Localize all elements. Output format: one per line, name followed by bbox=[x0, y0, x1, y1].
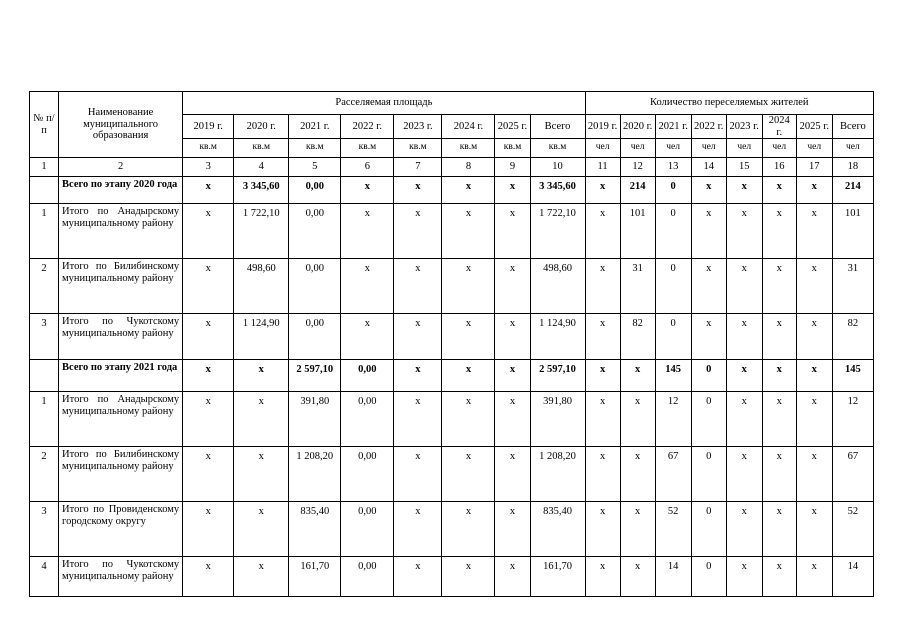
area-value-cell: х bbox=[394, 392, 442, 447]
area-value-cell: х bbox=[234, 360, 289, 392]
people-value-cell: 0 bbox=[655, 259, 691, 314]
header-people-year: Всего bbox=[832, 115, 873, 139]
resettlement-table bbox=[29, 91, 874, 597]
people-value-cell: х bbox=[726, 502, 762, 557]
table-row bbox=[30, 392, 874, 447]
people-value-cell: х bbox=[762, 259, 796, 314]
people-value-cell: 145 bbox=[655, 360, 691, 392]
stage-total-row bbox=[30, 360, 874, 392]
people-value-cell: х bbox=[796, 259, 832, 314]
area-value-cell: х bbox=[341, 259, 394, 314]
area-value-cell: х bbox=[183, 447, 234, 502]
area-value-cell: х bbox=[394, 557, 442, 597]
people-value-cell: х bbox=[796, 447, 832, 502]
column-number: 15 bbox=[726, 158, 762, 177]
area-value-cell: 0,00 bbox=[341, 502, 394, 557]
header-people-unit: чел bbox=[691, 139, 726, 158]
area-value-cell: х bbox=[394, 360, 442, 392]
header-area-unit: кв.м bbox=[394, 139, 442, 158]
people-value-cell: х bbox=[585, 259, 620, 314]
column-number: 16 bbox=[762, 158, 796, 177]
people-value-cell: х bbox=[585, 314, 620, 360]
people-value-cell: 67 bbox=[832, 447, 873, 502]
area-value-cell: 1 722,10 bbox=[234, 204, 289, 259]
column-number: 8 bbox=[442, 158, 495, 177]
area-value-cell: х bbox=[394, 204, 442, 259]
people-value-cell: х bbox=[762, 204, 796, 259]
area-value-cell: х bbox=[183, 204, 234, 259]
people-value-cell: 52 bbox=[655, 502, 691, 557]
header-area-year: 2025 г. bbox=[495, 115, 530, 139]
municipality-name: Всего по этапу 2021 года bbox=[59, 360, 183, 392]
area-value-cell: х bbox=[495, 177, 530, 204]
area-value-cell: х bbox=[183, 392, 234, 447]
header-area-year: 2021 г. bbox=[289, 115, 341, 139]
area-value-cell: х bbox=[234, 502, 289, 557]
column-number: 12 bbox=[620, 158, 655, 177]
header-area-unit: кв.м bbox=[530, 139, 585, 158]
people-value-cell: х bbox=[691, 204, 726, 259]
header-people-unit: чел bbox=[620, 139, 655, 158]
table-row bbox=[30, 314, 874, 360]
area-value-cell: х bbox=[394, 314, 442, 360]
area-value-cell: х bbox=[442, 259, 495, 314]
area-value-cell: 1 208,20 bbox=[530, 447, 585, 502]
people-value-cell: х bbox=[620, 360, 655, 392]
people-value-cell: х bbox=[691, 177, 726, 204]
people-value-cell: х bbox=[762, 557, 796, 597]
header-num: № п/п bbox=[30, 92, 59, 158]
people-value-cell: х bbox=[796, 204, 832, 259]
people-value-cell: х bbox=[691, 259, 726, 314]
header-people-year: 2024 г. bbox=[762, 115, 796, 139]
people-value-cell: х bbox=[762, 502, 796, 557]
header-people-year: 2023 г. bbox=[726, 115, 762, 139]
people-value-cell: х bbox=[585, 447, 620, 502]
row-number bbox=[30, 177, 59, 204]
people-value-cell: х bbox=[691, 314, 726, 360]
area-value-cell: х bbox=[442, 314, 495, 360]
table-row bbox=[30, 502, 874, 557]
people-value-cell: 0 bbox=[655, 204, 691, 259]
people-value-cell: х bbox=[762, 360, 796, 392]
people-value-cell: х bbox=[726, 259, 762, 314]
area-value-cell: х bbox=[394, 259, 442, 314]
header-area-unit: кв.м bbox=[183, 139, 234, 158]
header-people-unit: чел bbox=[762, 139, 796, 158]
area-value-cell: х bbox=[442, 502, 495, 557]
people-value-cell: х bbox=[726, 177, 762, 204]
area-value-cell: 391,80 bbox=[289, 392, 341, 447]
people-value-cell: х bbox=[726, 447, 762, 502]
area-value-cell: 0,00 bbox=[289, 259, 341, 314]
area-value-cell: 835,40 bbox=[289, 502, 341, 557]
people-value-cell: 52 bbox=[832, 502, 873, 557]
header-people-year: 2019 г. bbox=[585, 115, 620, 139]
people-value-cell: х bbox=[726, 557, 762, 597]
area-value-cell: 0,00 bbox=[341, 392, 394, 447]
people-value-cell: х bbox=[585, 557, 620, 597]
area-value-cell: х bbox=[442, 204, 495, 259]
people-value-cell: х bbox=[762, 177, 796, 204]
header-people-year: 2020 г. bbox=[620, 115, 655, 139]
column-number: 18 bbox=[832, 158, 873, 177]
people-value-cell: х bbox=[585, 392, 620, 447]
area-value-cell: 835,40 bbox=[530, 502, 585, 557]
municipality-name: Итого по Анадырскому муниципальному району bbox=[59, 392, 183, 447]
people-value-cell: 31 bbox=[620, 259, 655, 314]
header-people-unit: чел bbox=[796, 139, 832, 158]
column-number: 14 bbox=[691, 158, 726, 177]
people-value-cell: х bbox=[762, 447, 796, 502]
people-value-cell: 12 bbox=[655, 392, 691, 447]
people-value-cell: 0 bbox=[691, 502, 726, 557]
row-number: 3 bbox=[30, 502, 59, 557]
people-value-cell: 12 bbox=[832, 392, 873, 447]
people-value-cell: х bbox=[585, 204, 620, 259]
header-area-year: 2020 г. bbox=[234, 115, 289, 139]
municipality-name: Итого по Чукотскому муниципальному району bbox=[59, 557, 183, 597]
people-value-cell: 145 bbox=[832, 360, 873, 392]
table-row bbox=[30, 259, 874, 314]
area-value-cell: 2 597,10 bbox=[530, 360, 585, 392]
area-value-cell: х bbox=[495, 259, 530, 314]
document-page bbox=[29, 91, 874, 597]
header-area-unit: кв.м bbox=[341, 139, 394, 158]
row-number: 2 bbox=[30, 447, 59, 502]
header-name: Наименование муниципального образования bbox=[59, 92, 183, 158]
area-value-cell: 3 345,60 bbox=[530, 177, 585, 204]
area-value-cell: х bbox=[234, 557, 289, 597]
municipality-name: Итого по Билибинскому муниципальному району bbox=[59, 259, 183, 314]
header-area-unit: кв.м bbox=[442, 139, 495, 158]
area-value-cell: х bbox=[341, 177, 394, 204]
header-people-year: 2021 г. bbox=[655, 115, 691, 139]
people-value-cell: х bbox=[726, 314, 762, 360]
people-value-cell: х bbox=[620, 502, 655, 557]
area-value-cell: 0,00 bbox=[289, 204, 341, 259]
people-value-cell: х bbox=[585, 360, 620, 392]
area-value-cell: 1 124,90 bbox=[234, 314, 289, 360]
people-value-cell: х bbox=[726, 204, 762, 259]
people-value-cell: х bbox=[796, 360, 832, 392]
people-value-cell: 14 bbox=[655, 557, 691, 597]
header-people-year: 2022 г. bbox=[691, 115, 726, 139]
area-value-cell: х bbox=[495, 204, 530, 259]
area-value-cell: 391,80 bbox=[530, 392, 585, 447]
column-number: 5 bbox=[289, 158, 341, 177]
header-people-unit: чел bbox=[832, 139, 873, 158]
area-value-cell: 2 597,10 bbox=[289, 360, 341, 392]
header-people-group: Количество переселяемых жителей bbox=[585, 92, 873, 115]
area-value-cell: 0,00 bbox=[341, 557, 394, 597]
header-people-unit: чел bbox=[726, 139, 762, 158]
people-value-cell: 82 bbox=[832, 314, 873, 360]
area-value-cell: х bbox=[234, 447, 289, 502]
people-value-cell: 0 bbox=[691, 557, 726, 597]
people-value-cell: 0 bbox=[691, 447, 726, 502]
header-area-year: 2022 г. bbox=[341, 115, 394, 139]
header-area-group: Расселяемая площадь bbox=[183, 92, 585, 115]
header-area-year: 2024 г. bbox=[442, 115, 495, 139]
area-value-cell: х bbox=[442, 360, 495, 392]
area-value-cell: х bbox=[442, 557, 495, 597]
people-value-cell: 101 bbox=[620, 204, 655, 259]
row-number: 3 bbox=[30, 314, 59, 360]
area-value-cell: х bbox=[183, 259, 234, 314]
area-value-cell: х bbox=[183, 314, 234, 360]
area-value-cell: х bbox=[394, 447, 442, 502]
municipality-name: Всего по этапу 2020 года bbox=[59, 177, 183, 204]
table-row bbox=[30, 204, 874, 259]
area-value-cell: х bbox=[394, 502, 442, 557]
people-value-cell: х bbox=[620, 557, 655, 597]
people-value-cell: х bbox=[796, 177, 832, 204]
table-row bbox=[30, 447, 874, 502]
people-value-cell: х bbox=[585, 177, 620, 204]
municipality-name: Итого по Билибинскому муниципальному району bbox=[59, 447, 183, 502]
area-value-cell: 3 345,60 bbox=[234, 177, 289, 204]
column-number: 1 bbox=[30, 158, 59, 177]
area-value-cell: х bbox=[234, 392, 289, 447]
people-value-cell: х bbox=[762, 314, 796, 360]
column-number: 11 bbox=[585, 158, 620, 177]
area-value-cell: 0,00 bbox=[341, 447, 394, 502]
people-value-cell: 214 bbox=[620, 177, 655, 204]
people-value-cell: 214 bbox=[832, 177, 873, 204]
column-number: 6 bbox=[341, 158, 394, 177]
column-number: 4 bbox=[234, 158, 289, 177]
people-value-cell: х bbox=[620, 447, 655, 502]
people-value-cell: 101 bbox=[832, 204, 873, 259]
column-number: 10 bbox=[530, 158, 585, 177]
people-value-cell: х bbox=[796, 314, 832, 360]
area-value-cell: х bbox=[495, 392, 530, 447]
header-people-unit: чел bbox=[655, 139, 691, 158]
people-value-cell: 0 bbox=[691, 360, 726, 392]
area-value-cell: х bbox=[183, 502, 234, 557]
people-value-cell: х bbox=[620, 392, 655, 447]
header-people-year: 2025 г. bbox=[796, 115, 832, 139]
people-value-cell: х bbox=[796, 392, 832, 447]
row-number: 1 bbox=[30, 392, 59, 447]
people-value-cell: х bbox=[796, 502, 832, 557]
area-value-cell: х bbox=[183, 177, 234, 204]
area-value-cell: 0,00 bbox=[289, 314, 341, 360]
area-value-cell: х bbox=[495, 447, 530, 502]
municipality-name: Итого по Анадырскому муниципальному району bbox=[59, 204, 183, 259]
column-number: 7 bbox=[394, 158, 442, 177]
area-value-cell: 0,00 bbox=[289, 177, 341, 204]
stage-total-row bbox=[30, 177, 874, 204]
table-row bbox=[30, 557, 874, 597]
area-value-cell: х bbox=[442, 447, 495, 502]
column-number: 17 bbox=[796, 158, 832, 177]
header-area-year: 2019 г. bbox=[183, 115, 234, 139]
area-value-cell: 1 722,10 bbox=[530, 204, 585, 259]
area-value-cell: х bbox=[495, 360, 530, 392]
people-value-cell: 0 bbox=[691, 392, 726, 447]
people-value-cell: 82 bbox=[620, 314, 655, 360]
column-number: 2 bbox=[59, 158, 183, 177]
area-value-cell: х bbox=[394, 177, 442, 204]
area-value-cell: 498,60 bbox=[530, 259, 585, 314]
header-area-unit: кв.м bbox=[234, 139, 289, 158]
area-value-cell: х bbox=[495, 557, 530, 597]
area-value-cell: 1 124,90 bbox=[530, 314, 585, 360]
people-value-cell: х bbox=[585, 502, 620, 557]
header-area-unit: кв.м bbox=[495, 139, 530, 158]
area-value-cell: 161,70 bbox=[530, 557, 585, 597]
row-number: 1 bbox=[30, 204, 59, 259]
area-value-cell: х bbox=[183, 557, 234, 597]
people-value-cell: 0 bbox=[655, 177, 691, 204]
area-value-cell: х bbox=[183, 360, 234, 392]
people-value-cell: 31 bbox=[832, 259, 873, 314]
area-value-cell: х bbox=[442, 177, 495, 204]
row-number bbox=[30, 360, 59, 392]
column-number: 13 bbox=[655, 158, 691, 177]
people-value-cell: х bbox=[796, 557, 832, 597]
header-area-year: Всего bbox=[530, 115, 585, 139]
people-value-cell: 67 bbox=[655, 447, 691, 502]
area-value-cell: 0,00 bbox=[341, 360, 394, 392]
row-number: 2 bbox=[30, 259, 59, 314]
area-value-cell: 1 208,20 bbox=[289, 447, 341, 502]
area-value-cell: х bbox=[495, 314, 530, 360]
header-people-unit: чел bbox=[585, 139, 620, 158]
people-value-cell: х bbox=[762, 392, 796, 447]
column-number: 3 bbox=[183, 158, 234, 177]
area-value-cell: х bbox=[495, 502, 530, 557]
people-value-cell: х bbox=[726, 392, 762, 447]
area-value-cell: 161,70 bbox=[289, 557, 341, 597]
area-value-cell: х bbox=[341, 314, 394, 360]
header-area-unit: кв.м bbox=[289, 139, 341, 158]
municipality-name: Итого по Чукотскому муниципальному району bbox=[59, 314, 183, 360]
area-value-cell: х bbox=[442, 392, 495, 447]
area-value-cell: 498,60 bbox=[234, 259, 289, 314]
people-value-cell: 14 bbox=[832, 557, 873, 597]
people-value-cell: х bbox=[726, 360, 762, 392]
column-number: 9 bbox=[495, 158, 530, 177]
row-number: 4 bbox=[30, 557, 59, 597]
header-area-year: 2023 г. bbox=[394, 115, 442, 139]
municipality-name: Итого по Провиденскому городскому округу bbox=[59, 502, 183, 557]
area-value-cell: х bbox=[341, 204, 394, 259]
people-value-cell: 0 bbox=[655, 314, 691, 360]
